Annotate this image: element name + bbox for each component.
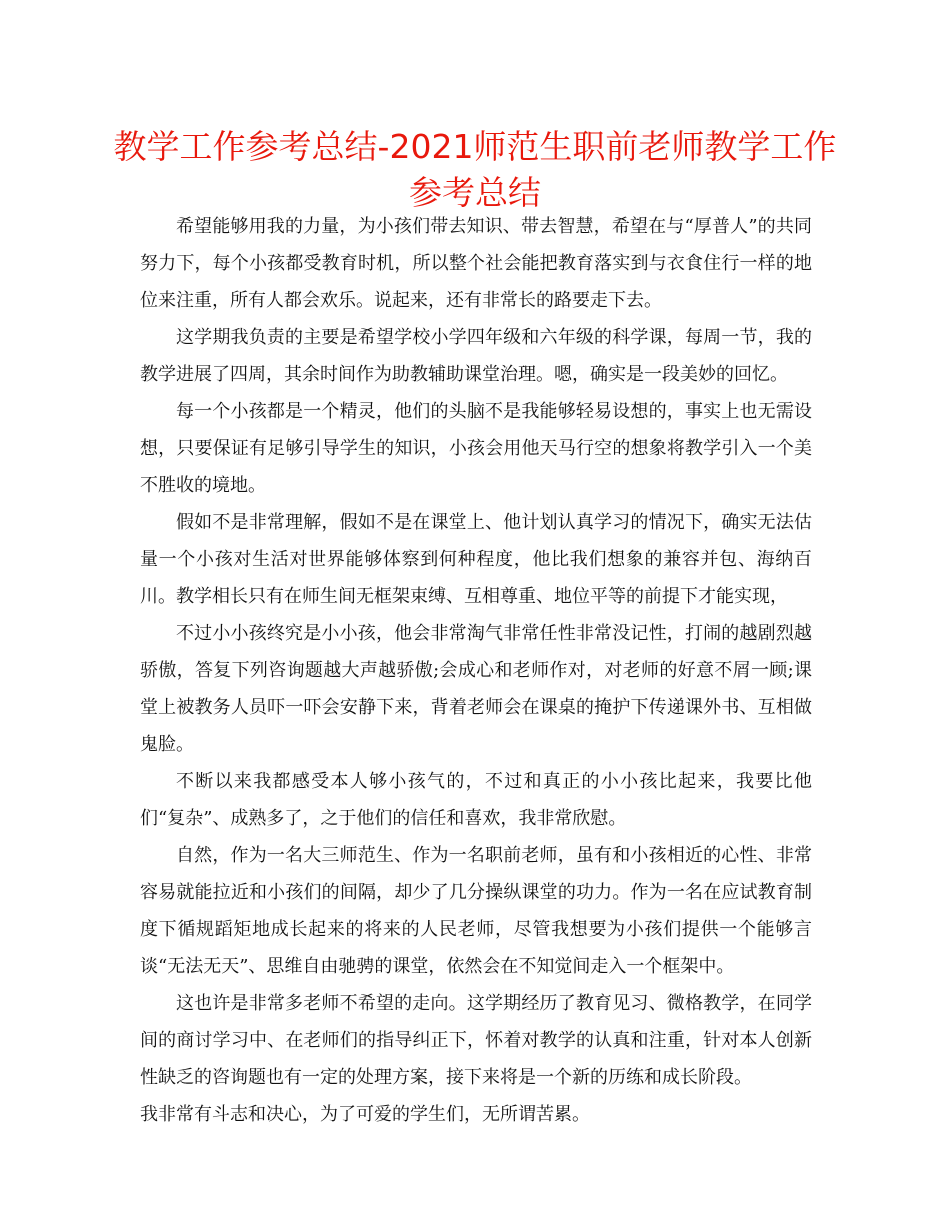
- paragraph: 不断以来我都感受本人够小孩气的，不过和真正的小小孩比起来，我要比他们“复杂”、成熟多了，之于他们的信任和喜欢，我非常欣慰。: [140, 771, 812, 829]
- paragraph: 这也许是非常多老师不希望的走向。这学期经历了教育见习、微格教学，在同学间的商讨学习中、在老师们的指导纠正下，怀着对教学的认真和注重，针对本人创新性缺乏的咨询题也有一定的处理方案，接下来将是一个新的历练和成长阶段。: [140, 993, 812, 1088]
- paragraph: 自然，作为一名大三师范生、作为一名职前老师，虽有和小孩相近的心性、非常容易就能拉近和小孩们的间隔，却少了几分操纵课堂的功力。作为一名在应试教育制度下循规蹈矩地成长起来的将来的人民老师，尽管我想要为小孩们提供一个能够言谈“无法无天”、思维自由驰骋的课堂，依然会在不知觉间走入一个框架中。: [140, 845, 812, 977]
- paragraph: 每一个小孩都是一个精灵，他们的头脑不是我能够轻易设想的，事实上也无需设想，只要保证有足够引导学生的知识，小孩会用他天马行空的想象将教学引入一个美不胜收的境地。: [140, 401, 812, 496]
- paragraph: 这学期我负责的主要是希望学校小学四年级和六年级的科学课，每周一节，我的教学进展了四周，其余时间作为助教辅助课堂治理。嗯，确实是一段美妙的回忆。: [140, 327, 812, 385]
- paragraph: 假如不是非常理解，假如不是在课堂上、他计划认真学习的情况下，确实无法估量一个小孩对生活对世界能够体察到何种程度，他比我们想象的兼容并包、海纳百川。教学相长只有在师生间无框架束缚、互相尊重、地位平等的前提下才能实现，: [140, 512, 812, 607]
- paragraph: 希望能够用我的力量，为小孩们带去知识、带去智慧，希望在与“厚普人”的共同努力下，每个小孩都受教育时机，所以整个社会能把教育落实到与衣食住行一样的地位来注重，所有人都会欢乐。说起来，还有非常长的路要走下去。: [140, 216, 812, 311]
- document-title: 教学工作参考总结-2021师范生职前老师教学工作参考总结: [113, 127, 837, 212]
- paragraph: 不过小小孩终究是小小孩，他会非常淘气非常任性非常没记性，打闹的越剧烈越骄傲，答复下列咨询题越大声越骄傲;会成心和老师作对，对老师的好意不屑一顾;课堂上被教务人员吓一吓会安静下来，背着老师会在课桌的掩护下传递课外书、互相做鬼脸。: [140, 623, 812, 755]
- document-body: [140, 208, 812, 1133]
- paragraph: 我非常有斗志和决心，为了可爱的学生们，无所谓苦累。: [140, 1104, 590, 1125]
